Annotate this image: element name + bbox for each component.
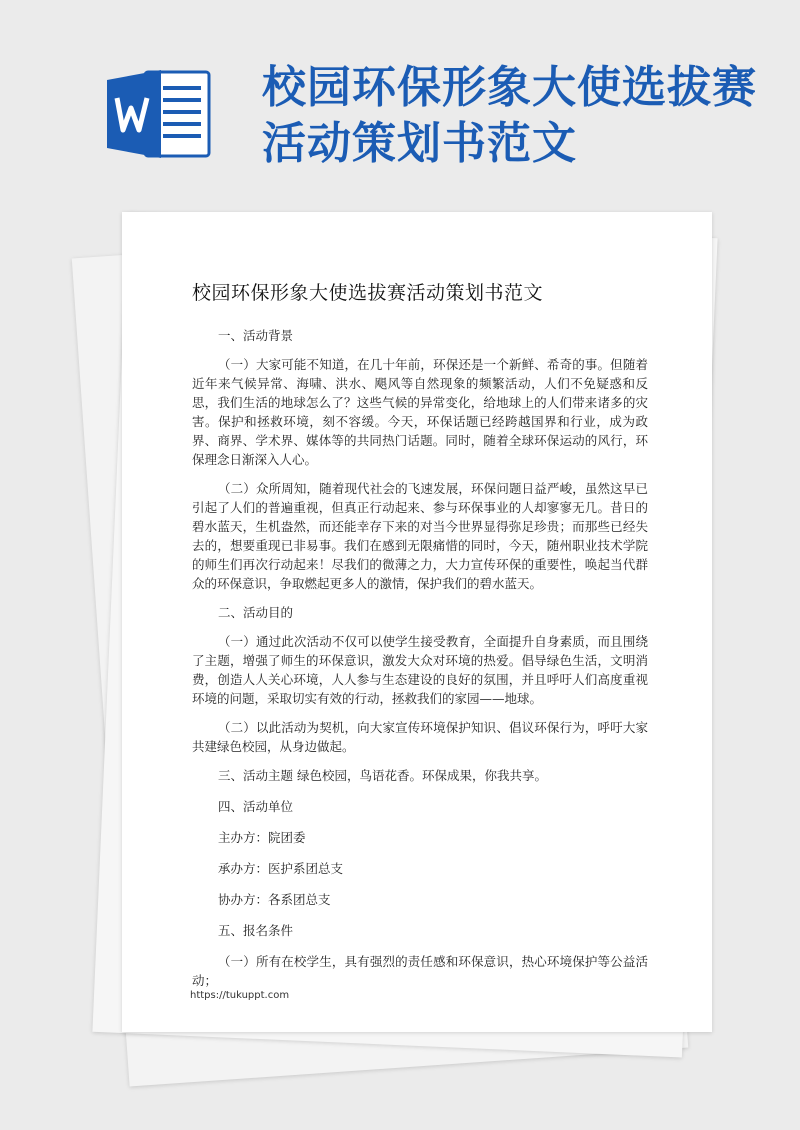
paragraph: （一）大家可能不知道，在几十年前，环保还是一个新鲜、希奇的事。但随着近年来气候异常、海啸、洪水、飓风等自然现象的频繁活动，人们不免疑惑和反思，我们生活的地球怎么了？这些气候的异常变化，给地球上的人们带来诸多的灾害。保护和拯救环境，刻不容缓。今天，环保话题已经跨越国界和行业，成为政界、商界、学术界、媒体等的共同热门话题。同时，随着全球环保运动的风行，环保理念日渐深入人心。 [192, 357, 648, 467]
paragraph: （一）所有在校学生，具有强烈的责任感和环保意识，热心环境保护等公益活动； [192, 954, 648, 988]
document-body [122, 212, 712, 1032]
section-heading: 四、活动单位 [218, 799, 294, 814]
paragraph: （一）通过此次活动不仅可以使学生接受教育，全面提升自身素质，而且围绕了主题，增强了师生的环保意识，激发大众对环境的热爱。倡导绿色生活，文明消费，创造人人关心环境，人人参与生态建设的良好的氛围，并且呼吁人们高度重视环境的问题，采取切实有效的行动，拯救我们的家园——地球。 [192, 634, 648, 706]
word-document-icon [105, 68, 215, 160]
paragraph: （二）众所周知，随着现代社会的飞速发展，环保问题日益严峻，虽然这早已引起了人们的普遍重视，但真正行动起来、参与环保事业的人却寥寥无几。昔日的碧水蓝天，生机盎然，而还能幸存下来的对当今世界显得弥足珍贵；而那些已经失去的，想要重现已非易事。我们在感到无限痛惜的同时，今天，随州职业技术学院的师生们再次行动起来！尽我们的微薄之力，大力宣传环保的重要性，唤起当代群众的环保意识，争取燃起更多人的激情，保护我们的碧水蓝天。 [192, 481, 648, 591]
section-heading: 二、活动目的 [218, 605, 294, 620]
section-heading: 一、活动背景 [218, 328, 294, 343]
section-heading: 五、报名条件 [218, 923, 294, 938]
paragraph: （二）以此活动为契机，向大家宣传环境保护知识、倡议环保行为，呼吁大家共建绿色校园，从身边做起。 [192, 720, 648, 754]
section-heading: 三、活动主题 绿色校园，鸟语花香。环保成果，你我共享。 [218, 768, 547, 783]
page-title: 校园环保形象大使选拔赛活动策划书范文 [262, 62, 757, 169]
list-item: 主办方：院团委 [218, 830, 306, 845]
document-title: 校园环保形象大使选拔赛活动策划书范文 [192, 282, 544, 304]
list-item: 承办方：医护系团总支 [218, 861, 344, 876]
source-link[interactable]: https://tukuppt.com [190, 990, 290, 1001]
list-item: 协办方：各系团总支 [218, 892, 331, 907]
